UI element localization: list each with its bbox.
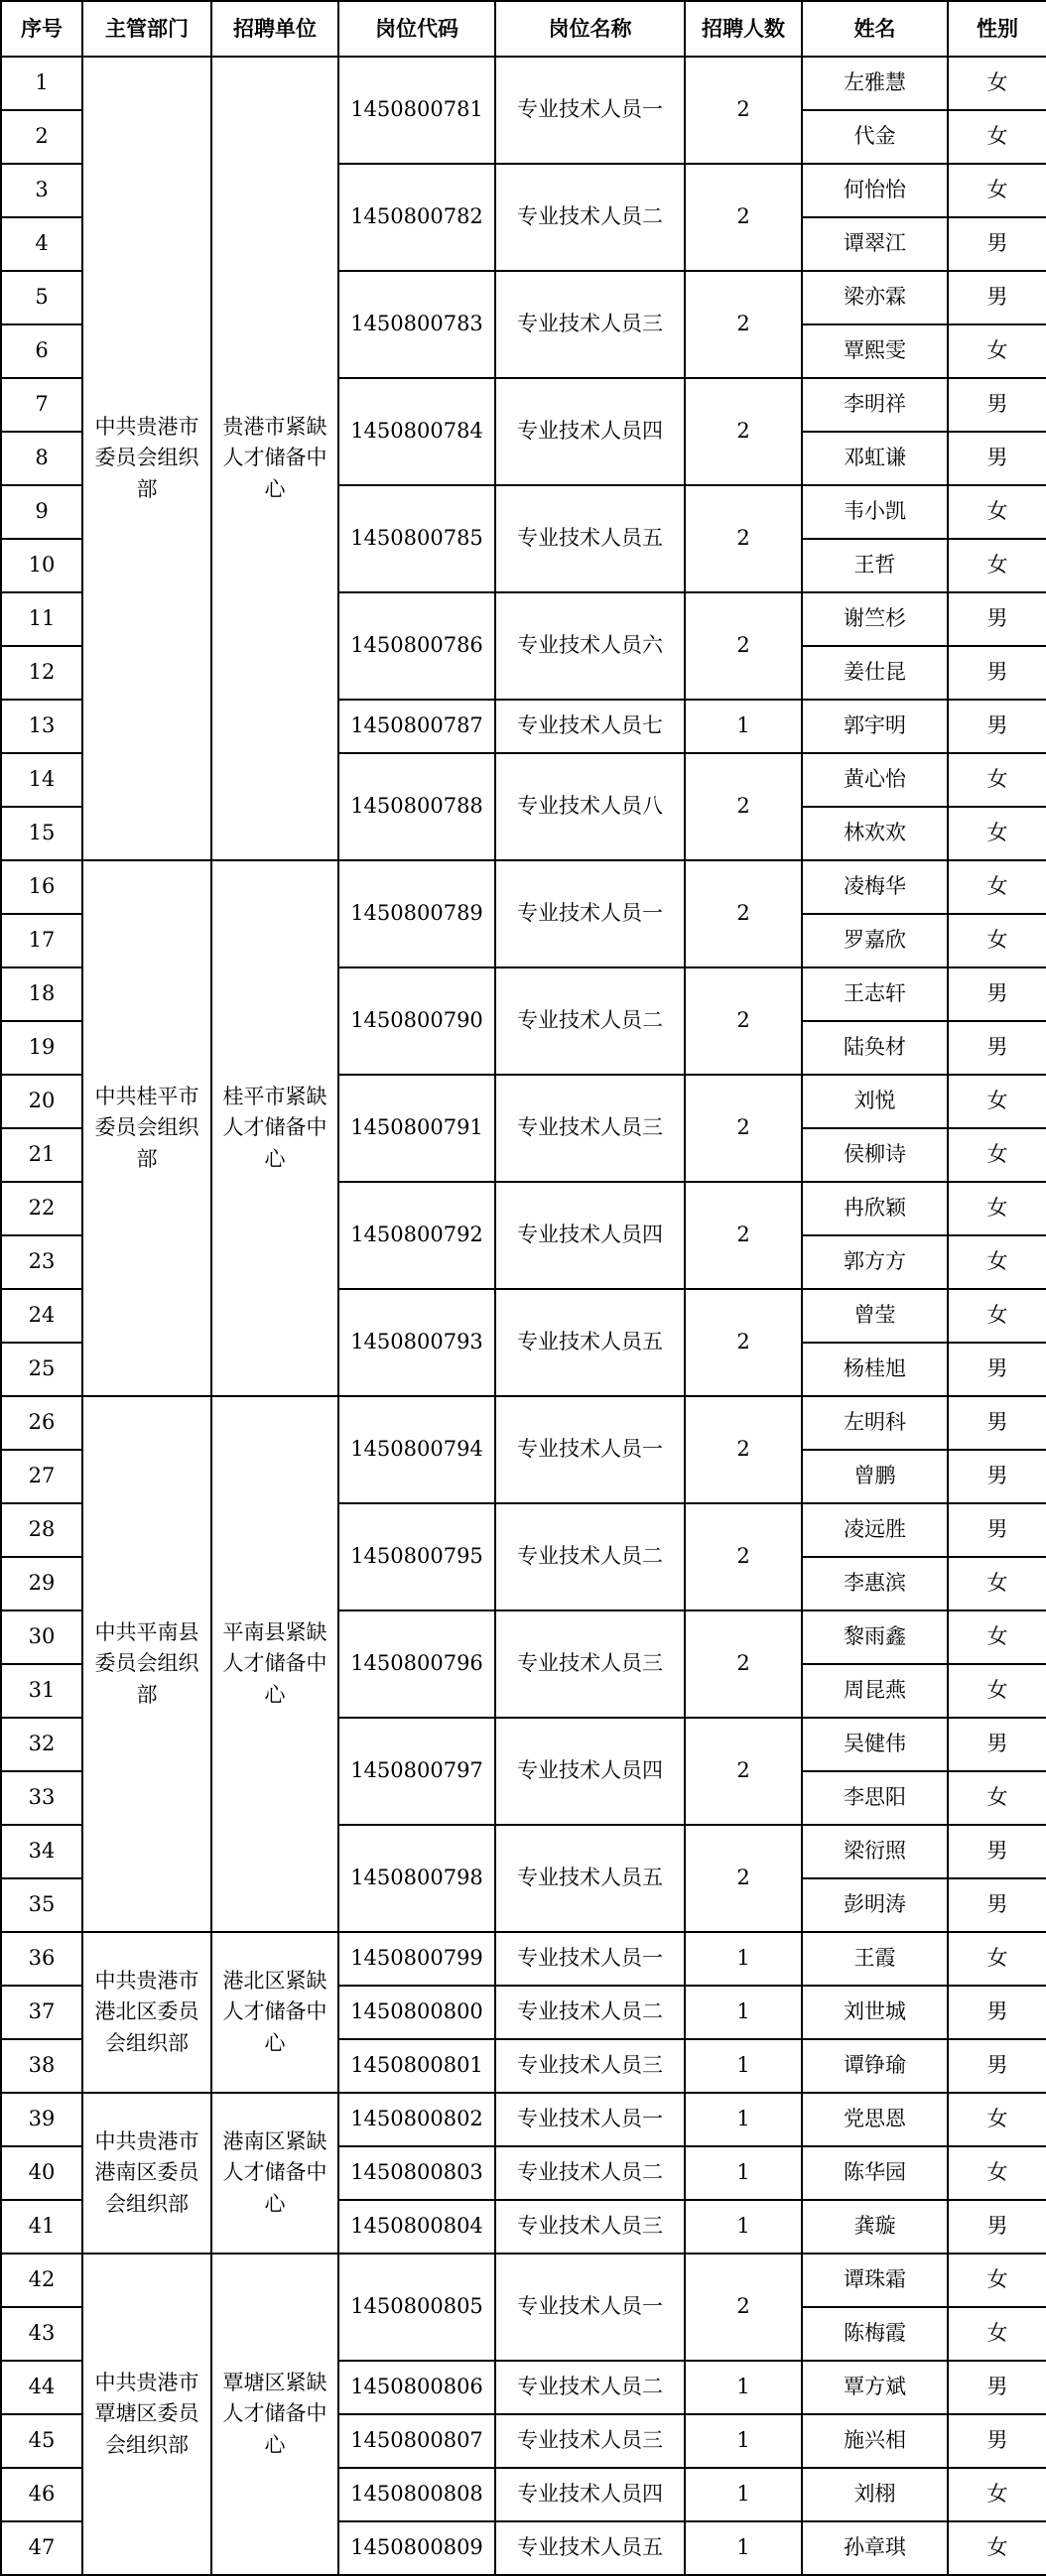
table-body xyxy=(1,57,1046,2575)
cell-candidate-name: 李惠滨 xyxy=(802,1557,948,1610)
cell-position-title: 专业技术人员二 xyxy=(495,2361,685,2414)
cell-recruit-count: 2 xyxy=(685,1825,802,1932)
cell-position-title: 专业技术人员二 xyxy=(495,1503,685,1610)
cell-gender: 男 xyxy=(948,1021,1046,1075)
cell-position-code: 1450800801 xyxy=(338,2039,495,2093)
cell-serial: 16 xyxy=(1,860,82,914)
cell-position-code: 1450800808 xyxy=(338,2468,495,2521)
cell-gender: 女 xyxy=(948,2146,1046,2200)
cell-recruit-count: 1 xyxy=(685,2146,802,2200)
cell-recruit-count: 1 xyxy=(685,1932,802,1986)
cell-unit: 港北区紧缺人才储备中心 xyxy=(211,1932,338,2093)
cell-gender: 女 xyxy=(948,485,1046,539)
cell-candidate-name: 邓虹谦 xyxy=(802,432,948,485)
cell-gender: 男 xyxy=(948,2361,1046,2414)
cell-gender: 男 xyxy=(948,217,1046,271)
cell-gender: 女 xyxy=(948,539,1046,592)
cell-position-title: 专业技术人员二 xyxy=(495,967,685,1075)
cell-unit: 覃塘区紧缺人才储备中心 xyxy=(211,2254,338,2575)
cell-serial: 17 xyxy=(1,914,82,967)
cell-gender: 女 xyxy=(948,1557,1046,1610)
cell-position-code: 1450800787 xyxy=(338,700,495,753)
cell-position-code: 1450800783 xyxy=(338,271,495,378)
cell-candidate-name: 黄心怡 xyxy=(802,753,948,807)
cell-gender: 男 xyxy=(948,646,1046,700)
cell-position-code: 1450800807 xyxy=(338,2414,495,2468)
cell-candidate-name: 覃方斌 xyxy=(802,2361,948,2414)
cell-gender: 男 xyxy=(948,1986,1046,2039)
cell-candidate-name: 郭方方 xyxy=(802,1235,948,1289)
cell-position-title: 专业技术人员二 xyxy=(495,2146,685,2200)
cell-unit: 港南区紧缺人才储备中心 xyxy=(211,2093,338,2254)
column-header-position-code: 岗位代码 xyxy=(338,1,495,57)
cell-position-code: 1450800806 xyxy=(338,2361,495,2414)
column-header-department: 主管部门 xyxy=(82,1,211,57)
cell-department: 中共贵港市港北区委员会组织部 xyxy=(82,1932,211,2093)
cell-serial: 15 xyxy=(1,807,82,860)
cell-position-code: 1450800796 xyxy=(338,1610,495,1718)
cell-position-code: 1450800795 xyxy=(338,1503,495,1610)
cell-position-code: 1450800792 xyxy=(338,1182,495,1289)
cell-candidate-name: 罗嘉欣 xyxy=(802,914,948,967)
cell-position-title: 专业技术人员三 xyxy=(495,2414,685,2468)
cell-serial: 44 xyxy=(1,2361,82,2414)
cell-candidate-name: 周昆燕 xyxy=(802,1664,948,1718)
cell-serial: 40 xyxy=(1,2146,82,2200)
cell-recruit-count: 2 xyxy=(685,1289,802,1396)
cell-department: 中共平南县委员会组织部 xyxy=(82,1396,211,1932)
cell-candidate-name: 李明祥 xyxy=(802,378,948,432)
cell-serial: 42 xyxy=(1,2254,82,2307)
cell-gender: 男 xyxy=(948,2039,1046,2093)
cell-position-code: 1450800803 xyxy=(338,2146,495,2200)
cell-gender: 男 xyxy=(948,271,1046,324)
cell-position-title: 专业技术人员五 xyxy=(495,2521,685,2575)
cell-gender: 女 xyxy=(948,1610,1046,1664)
cell-position-title: 专业技术人员三 xyxy=(495,2200,685,2254)
cell-gender: 女 xyxy=(948,1289,1046,1343)
cell-gender: 女 xyxy=(948,2254,1046,2307)
cell-position-code: 1450800789 xyxy=(338,860,495,967)
cell-gender: 男 xyxy=(948,2200,1046,2254)
cell-gender: 男 xyxy=(948,1825,1046,1878)
cell-recruit-count: 2 xyxy=(685,57,802,164)
cell-candidate-name: 黎雨鑫 xyxy=(802,1610,948,1664)
cell-gender: 女 xyxy=(948,110,1046,164)
cell-serial: 2 xyxy=(1,110,82,164)
cell-candidate-name: 陆奂材 xyxy=(802,1021,948,1075)
cell-position-title: 专业技术人员二 xyxy=(495,1986,685,2039)
table-row xyxy=(1,860,1046,914)
cell-serial: 35 xyxy=(1,1878,82,1932)
cell-candidate-name: 冉欣颖 xyxy=(802,1182,948,1235)
cell-position-title: 专业技术人员三 xyxy=(495,1610,685,1718)
cell-gender: 女 xyxy=(948,2468,1046,2521)
cell-serial: 25 xyxy=(1,1343,82,1396)
cell-serial: 1 xyxy=(1,57,82,110)
cell-candidate-name: 代金 xyxy=(802,110,948,164)
cell-recruit-count: 1 xyxy=(685,2093,802,2146)
cell-position-code: 1450800794 xyxy=(338,1396,495,1503)
table-row xyxy=(1,2093,1046,2146)
cell-serial: 20 xyxy=(1,1075,82,1128)
cell-recruit-count: 1 xyxy=(685,1986,802,2039)
cell-gender: 女 xyxy=(948,2521,1046,2575)
cell-recruit-count: 1 xyxy=(685,2200,802,2254)
cell-gender: 女 xyxy=(948,1075,1046,1128)
cell-candidate-name: 吴健伟 xyxy=(802,1718,948,1771)
table-row xyxy=(1,57,1046,110)
cell-serial: 32 xyxy=(1,1718,82,1771)
cell-recruit-count: 2 xyxy=(685,967,802,1075)
cell-serial: 38 xyxy=(1,2039,82,2093)
cell-candidate-name: 韦小凯 xyxy=(802,485,948,539)
cell-recruit-count: 2 xyxy=(685,2254,802,2361)
cell-recruit-count: 2 xyxy=(685,485,802,592)
cell-gender: 女 xyxy=(948,753,1046,807)
cell-position-code: 1450800809 xyxy=(338,2521,495,2575)
cell-gender: 男 xyxy=(948,700,1046,753)
cell-gender: 女 xyxy=(948,860,1046,914)
cell-candidate-name: 王哲 xyxy=(802,539,948,592)
cell-gender: 男 xyxy=(948,1503,1046,1557)
cell-position-title: 专业技术人员四 xyxy=(495,378,685,485)
cell-recruit-count: 2 xyxy=(685,860,802,967)
cell-position-title: 专业技术人员一 xyxy=(495,1932,685,1986)
cell-candidate-name: 曾鹏 xyxy=(802,1450,948,1503)
cell-position-title: 专业技术人员三 xyxy=(495,2039,685,2093)
cell-position-title: 专业技术人员五 xyxy=(495,1825,685,1932)
cell-position-code: 1450800786 xyxy=(338,592,495,700)
cell-candidate-name: 刘栩 xyxy=(802,2468,948,2521)
cell-position-title: 专业技术人员一 xyxy=(495,1396,685,1503)
cell-serial: 3 xyxy=(1,164,82,217)
cell-candidate-name: 谢竺杉 xyxy=(802,592,948,646)
cell-gender: 女 xyxy=(948,324,1046,378)
cell-candidate-name: 梁衍照 xyxy=(802,1825,948,1878)
cell-candidate-name: 覃熙雯 xyxy=(802,324,948,378)
cell-gender: 男 xyxy=(948,967,1046,1021)
cell-position-title: 专业技术人员三 xyxy=(495,1075,685,1182)
cell-recruit-count: 1 xyxy=(685,2414,802,2468)
cell-candidate-name: 左明科 xyxy=(802,1396,948,1450)
cell-candidate-name: 姜仕昆 xyxy=(802,646,948,700)
cell-recruit-count: 2 xyxy=(685,1075,802,1182)
cell-serial: 18 xyxy=(1,967,82,1021)
cell-candidate-name: 何怡怡 xyxy=(802,164,948,217)
cell-candidate-name: 施兴相 xyxy=(802,2414,948,2468)
cell-gender: 女 xyxy=(948,1932,1046,1986)
cell-candidate-name: 梁亦霖 xyxy=(802,271,948,324)
cell-position-code: 1450800784 xyxy=(338,378,495,485)
table-row xyxy=(1,1932,1046,1986)
cell-serial: 24 xyxy=(1,1289,82,1343)
cell-department: 中共桂平市委员会组织部 xyxy=(82,860,211,1396)
cell-serial: 19 xyxy=(1,1021,82,1075)
cell-position-title: 专业技术人员三 xyxy=(495,271,685,378)
cell-unit: 贵港市紧缺人才储备中心 xyxy=(211,57,338,860)
cell-recruit-count: 2 xyxy=(685,1182,802,1289)
table-header-row xyxy=(1,1,1046,57)
cell-position-code: 1450800788 xyxy=(338,753,495,860)
table-row xyxy=(1,1396,1046,1450)
cell-serial: 39 xyxy=(1,2093,82,2146)
cell-position-code: 1450800802 xyxy=(338,2093,495,2146)
cell-gender: 女 xyxy=(948,1771,1046,1825)
cell-department: 中共贵港市委员会组织部 xyxy=(82,57,211,860)
cell-position-code: 1450800797 xyxy=(338,1718,495,1825)
cell-position-code: 1450800782 xyxy=(338,164,495,271)
cell-recruit-count: 2 xyxy=(685,1503,802,1610)
cell-position-title: 专业技术人员四 xyxy=(495,1718,685,1825)
table-row xyxy=(1,2254,1046,2307)
cell-position-title: 专业技术人员一 xyxy=(495,860,685,967)
cell-gender: 男 xyxy=(948,1878,1046,1932)
cell-position-code: 1450800805 xyxy=(338,2254,495,2361)
cell-recruit-count: 1 xyxy=(685,2468,802,2521)
cell-serial: 28 xyxy=(1,1503,82,1557)
cell-candidate-name: 王志轩 xyxy=(802,967,948,1021)
cell-serial: 41 xyxy=(1,2200,82,2254)
cell-gender: 女 xyxy=(948,57,1046,110)
column-header-recruit-count: 招聘人数 xyxy=(685,1,802,57)
cell-gender: 男 xyxy=(948,432,1046,485)
cell-candidate-name: 党思恩 xyxy=(802,2093,948,2146)
cell-candidate-name: 曾莹 xyxy=(802,1289,948,1343)
cell-position-code: 1450800790 xyxy=(338,967,495,1075)
cell-recruit-count: 2 xyxy=(685,271,802,378)
cell-serial: 12 xyxy=(1,646,82,700)
column-header-name: 姓名 xyxy=(802,1,948,57)
cell-gender: 男 xyxy=(948,1396,1046,1450)
cell-position-title: 专业技术人员一 xyxy=(495,2093,685,2146)
cell-candidate-name: 陈华园 xyxy=(802,2146,948,2200)
cell-candidate-name: 杨桂旭 xyxy=(802,1343,948,1396)
cell-gender: 女 xyxy=(948,2093,1046,2146)
cell-position-code: 1450800785 xyxy=(338,485,495,592)
cell-serial: 13 xyxy=(1,700,82,753)
cell-position-title: 专业技术人员六 xyxy=(495,592,685,700)
cell-recruit-count: 1 xyxy=(685,2039,802,2093)
cell-serial: 29 xyxy=(1,1557,82,1610)
cell-gender: 女 xyxy=(948,807,1046,860)
cell-serial: 21 xyxy=(1,1128,82,1182)
cell-recruit-count: 1 xyxy=(685,2361,802,2414)
cell-candidate-name: 龚璇 xyxy=(802,2200,948,2254)
cell-gender: 男 xyxy=(948,378,1046,432)
cell-candidate-name: 林欢欢 xyxy=(802,807,948,860)
cell-candidate-name: 王霞 xyxy=(802,1932,948,1986)
cell-serial: 9 xyxy=(1,485,82,539)
cell-department: 中共贵港市覃塘区委员会组织部 xyxy=(82,2254,211,2575)
column-header-gender: 性别 xyxy=(948,1,1046,57)
cell-position-code: 1450800793 xyxy=(338,1289,495,1396)
cell-serial: 47 xyxy=(1,2521,82,2575)
cell-position-title: 专业技术人员一 xyxy=(495,2254,685,2361)
cell-gender: 男 xyxy=(948,1343,1046,1396)
cell-recruit-count: 2 xyxy=(685,1610,802,1718)
cell-serial: 43 xyxy=(1,2307,82,2361)
cell-candidate-name: 左雅慧 xyxy=(802,57,948,110)
cell-candidate-name: 彭明涛 xyxy=(802,1878,948,1932)
column-header-serial: 序号 xyxy=(1,1,82,57)
cell-recruit-count: 2 xyxy=(685,164,802,271)
cell-recruit-count: 2 xyxy=(685,1396,802,1503)
cell-position-title: 专业技术人员二 xyxy=(495,164,685,271)
cell-position-code: 1450800798 xyxy=(338,1825,495,1932)
cell-gender: 女 xyxy=(948,2307,1046,2361)
cell-position-code: 1450800791 xyxy=(338,1075,495,1182)
cell-recruit-count: 1 xyxy=(685,2521,802,2575)
cell-position-code: 1450800799 xyxy=(338,1932,495,1986)
cell-recruit-count: 2 xyxy=(685,378,802,485)
cell-position-title: 专业技术人员四 xyxy=(495,2468,685,2521)
cell-serial: 11 xyxy=(1,592,82,646)
cell-gender: 女 xyxy=(948,914,1046,967)
cell-gender: 女 xyxy=(948,1182,1046,1235)
cell-unit: 平南县紧缺人才储备中心 xyxy=(211,1396,338,1932)
cell-serial: 45 xyxy=(1,2414,82,2468)
cell-candidate-name: 刘悦 xyxy=(802,1075,948,1128)
cell-serial: 36 xyxy=(1,1932,82,1986)
cell-position-title: 专业技术人员五 xyxy=(495,1289,685,1396)
cell-position-title: 专业技术人员七 xyxy=(495,700,685,753)
cell-recruit-count: 2 xyxy=(685,753,802,860)
cell-candidate-name: 凌远胜 xyxy=(802,1503,948,1557)
cell-recruit-count: 2 xyxy=(685,1718,802,1825)
cell-gender: 女 xyxy=(948,164,1046,217)
cell-serial: 5 xyxy=(1,271,82,324)
cell-position-title: 专业技术人员八 xyxy=(495,753,685,860)
cell-candidate-name: 谭铮瑜 xyxy=(802,2039,948,2093)
cell-candidate-name: 刘世城 xyxy=(802,1986,948,2039)
cell-serial: 22 xyxy=(1,1182,82,1235)
cell-serial: 23 xyxy=(1,1235,82,1289)
cell-position-code: 1450800781 xyxy=(338,57,495,164)
cell-serial: 30 xyxy=(1,1610,82,1664)
cell-position-code: 1450800804 xyxy=(338,2200,495,2254)
cell-candidate-name: 孙章琪 xyxy=(802,2521,948,2575)
cell-position-title: 专业技术人员四 xyxy=(495,1182,685,1289)
cell-position-code: 1450800800 xyxy=(338,1986,495,2039)
cell-serial: 27 xyxy=(1,1450,82,1503)
cell-serial: 8 xyxy=(1,432,82,485)
cell-serial: 37 xyxy=(1,1986,82,2039)
cell-gender: 男 xyxy=(948,592,1046,646)
cell-position-title: 专业技术人员一 xyxy=(495,57,685,164)
cell-recruit-count: 1 xyxy=(685,700,802,753)
cell-gender: 女 xyxy=(948,1235,1046,1289)
cell-serial: 26 xyxy=(1,1396,82,1450)
cell-unit: 桂平市紧缺人才储备中心 xyxy=(211,860,338,1396)
cell-gender: 男 xyxy=(948,2414,1046,2468)
cell-serial: 46 xyxy=(1,2468,82,2521)
cell-candidate-name: 凌梅华 xyxy=(802,860,948,914)
cell-candidate-name: 谭珠霜 xyxy=(802,2254,948,2307)
column-header-position-title: 岗位名称 xyxy=(495,1,685,57)
cell-candidate-name: 李思阳 xyxy=(802,1771,948,1825)
cell-candidate-name: 陈梅霞 xyxy=(802,2307,948,2361)
cell-serial: 33 xyxy=(1,1771,82,1825)
column-header-unit: 招聘单位 xyxy=(211,1,338,57)
cell-department: 中共贵港市港南区委员会组织部 xyxy=(82,2093,211,2254)
cell-position-title: 专业技术人员五 xyxy=(495,485,685,592)
cell-serial: 4 xyxy=(1,217,82,271)
cell-serial: 31 xyxy=(1,1664,82,1718)
cell-gender: 女 xyxy=(948,1128,1046,1182)
cell-serial: 6 xyxy=(1,324,82,378)
cell-gender: 女 xyxy=(948,1664,1046,1718)
cell-candidate-name: 侯柳诗 xyxy=(802,1128,948,1182)
cell-candidate-name: 郭宇明 xyxy=(802,700,948,753)
cell-gender: 男 xyxy=(948,1450,1046,1503)
cell-serial: 14 xyxy=(1,753,82,807)
cell-candidate-name: 谭翠江 xyxy=(802,217,948,271)
cell-gender: 男 xyxy=(948,1718,1046,1771)
cell-serial: 10 xyxy=(1,539,82,592)
cell-serial: 34 xyxy=(1,1825,82,1878)
cell-recruit-count: 2 xyxy=(685,592,802,700)
cell-serial: 7 xyxy=(1,378,82,432)
